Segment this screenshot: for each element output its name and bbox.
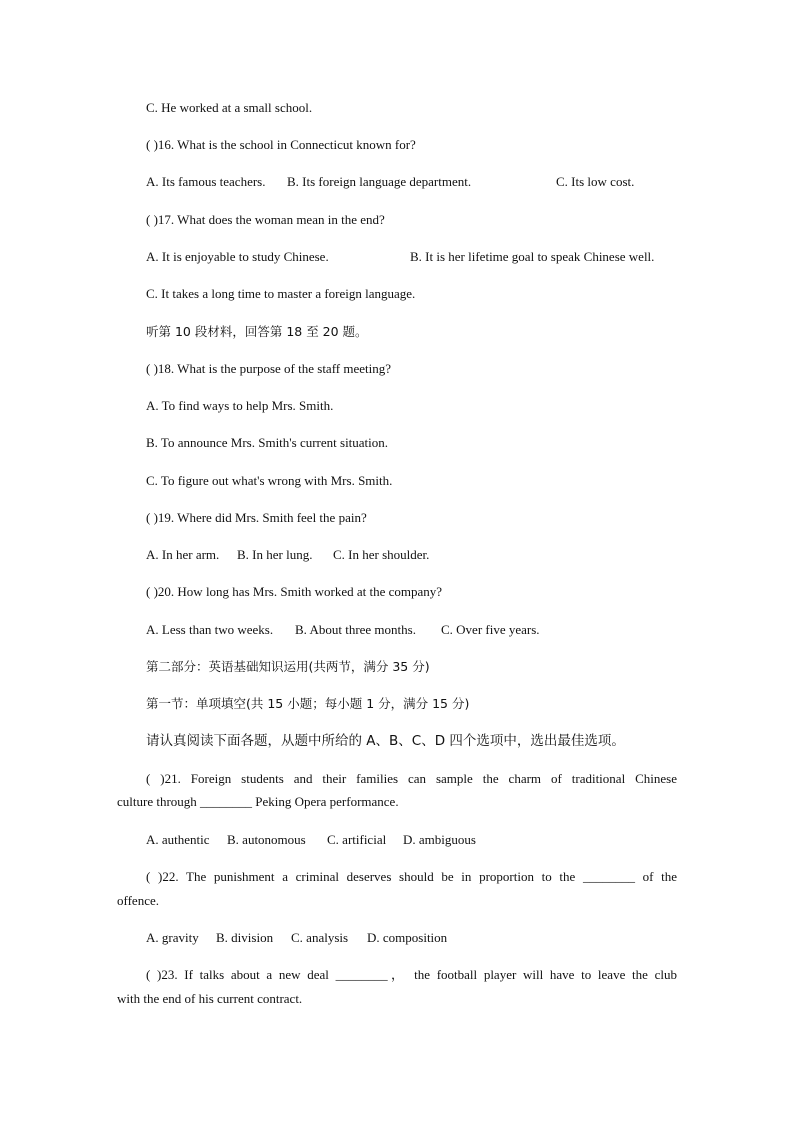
q21-option-d: D. ambiguous xyxy=(403,832,476,847)
q21-option-c: C. artificial xyxy=(327,832,387,847)
answer-bracket: ( ) xyxy=(146,584,158,599)
question-22-line-1: ( )22. The punishment a criminal deserves should be in proportion to the ________ of the xyxy=(146,869,677,884)
section-1-heading: 第一节：单项填空(共 15 小题；每小题 1 分，满分 15 分) xyxy=(146,696,470,711)
section-10-heading: 听第 10 段材料，回答第 18 至 20 题。 xyxy=(146,324,368,339)
question-21-line-2: culture through ________ Peking Opera performance. xyxy=(117,794,399,809)
question-23-line-2: with the end of his current contract. xyxy=(117,991,303,1006)
question-18 xyxy=(146,361,391,377)
question-stem: 16. What is the school in Connecticut known for? xyxy=(157,137,416,152)
q20-option-a: A. Less than two weeks. xyxy=(146,622,274,637)
q17-option-a: A. It is enjoyable to study Chinese. xyxy=(146,249,329,264)
q22-option-a: A. gravity xyxy=(146,930,199,945)
question-17 xyxy=(146,212,385,228)
q16-option-c: C. Its low cost. xyxy=(556,174,635,189)
question-16 xyxy=(146,137,416,153)
q18-option-a: A. To find ways to help Mrs. Smith. xyxy=(146,398,334,413)
q22-option-b: B. division xyxy=(216,930,274,945)
question-stem: 20. How long has Mrs. Smith worked at the company? xyxy=(157,584,443,599)
q15-option-c: C. He worked at a small school. xyxy=(146,100,313,115)
question-23-line-1: ( )23. If talks about a new deal ________， the football player will have to leave the club xyxy=(146,967,677,982)
question-19 xyxy=(146,510,367,526)
q22-option-c: C. analysis xyxy=(291,930,349,945)
q19-option-a: A. In her arm. xyxy=(146,547,220,562)
answer-bracket: ( ) xyxy=(146,137,158,152)
q18-option-b: B. To announce Mrs. Smith's current situation. xyxy=(146,435,389,450)
question-21-line-1: ( )21. Foreign students and their families can sample the charm of traditional Chinese xyxy=(146,771,677,786)
question-stem: 19. Where did Mrs. Smith feel the pain? xyxy=(157,510,367,525)
instructions: 请认真阅读下面各题，从题中所给的 A、B、C、D 四个选项中，选出最佳选项。 xyxy=(146,733,625,749)
q17-option-b: B. It is her lifetime goal to speak Chinese well. xyxy=(410,249,655,264)
part-2-heading: 第二部分：英语基础知识运用(共两节，满分 35 分) xyxy=(146,659,430,674)
q19-option-c: C. In her shoulder. xyxy=(333,547,430,562)
q20-option-b: B. About three months. xyxy=(295,622,416,637)
q16-option-a: A. Its famous teachers. xyxy=(146,174,266,189)
question-stem: 18. What is the purpose of the staff meeting? xyxy=(157,361,392,376)
answer-bracket: ( ) xyxy=(146,212,158,227)
q17-option-c: C. It takes a long time to master a foreign language. xyxy=(146,286,416,301)
answer-bracket: ( ) xyxy=(146,361,158,376)
q21-option-a: A. authentic xyxy=(146,832,210,847)
q21-option-b: B. autonomous xyxy=(227,832,306,847)
q22-option-d: D. composition xyxy=(367,930,448,945)
q19-option-b: B. In her lung. xyxy=(237,547,313,562)
question-stem: 17. What does the woman mean in the end? xyxy=(157,212,385,227)
question-20 xyxy=(146,584,442,600)
q20-option-c: C. Over five years. xyxy=(441,622,540,637)
answer-bracket: ( ) xyxy=(146,510,158,525)
question-22-line-2: offence. xyxy=(117,893,159,908)
q18-option-c: C. To figure out what's wrong with Mrs. Smith. xyxy=(146,473,393,488)
q16-option-b: B. Its foreign language department. xyxy=(287,174,472,189)
